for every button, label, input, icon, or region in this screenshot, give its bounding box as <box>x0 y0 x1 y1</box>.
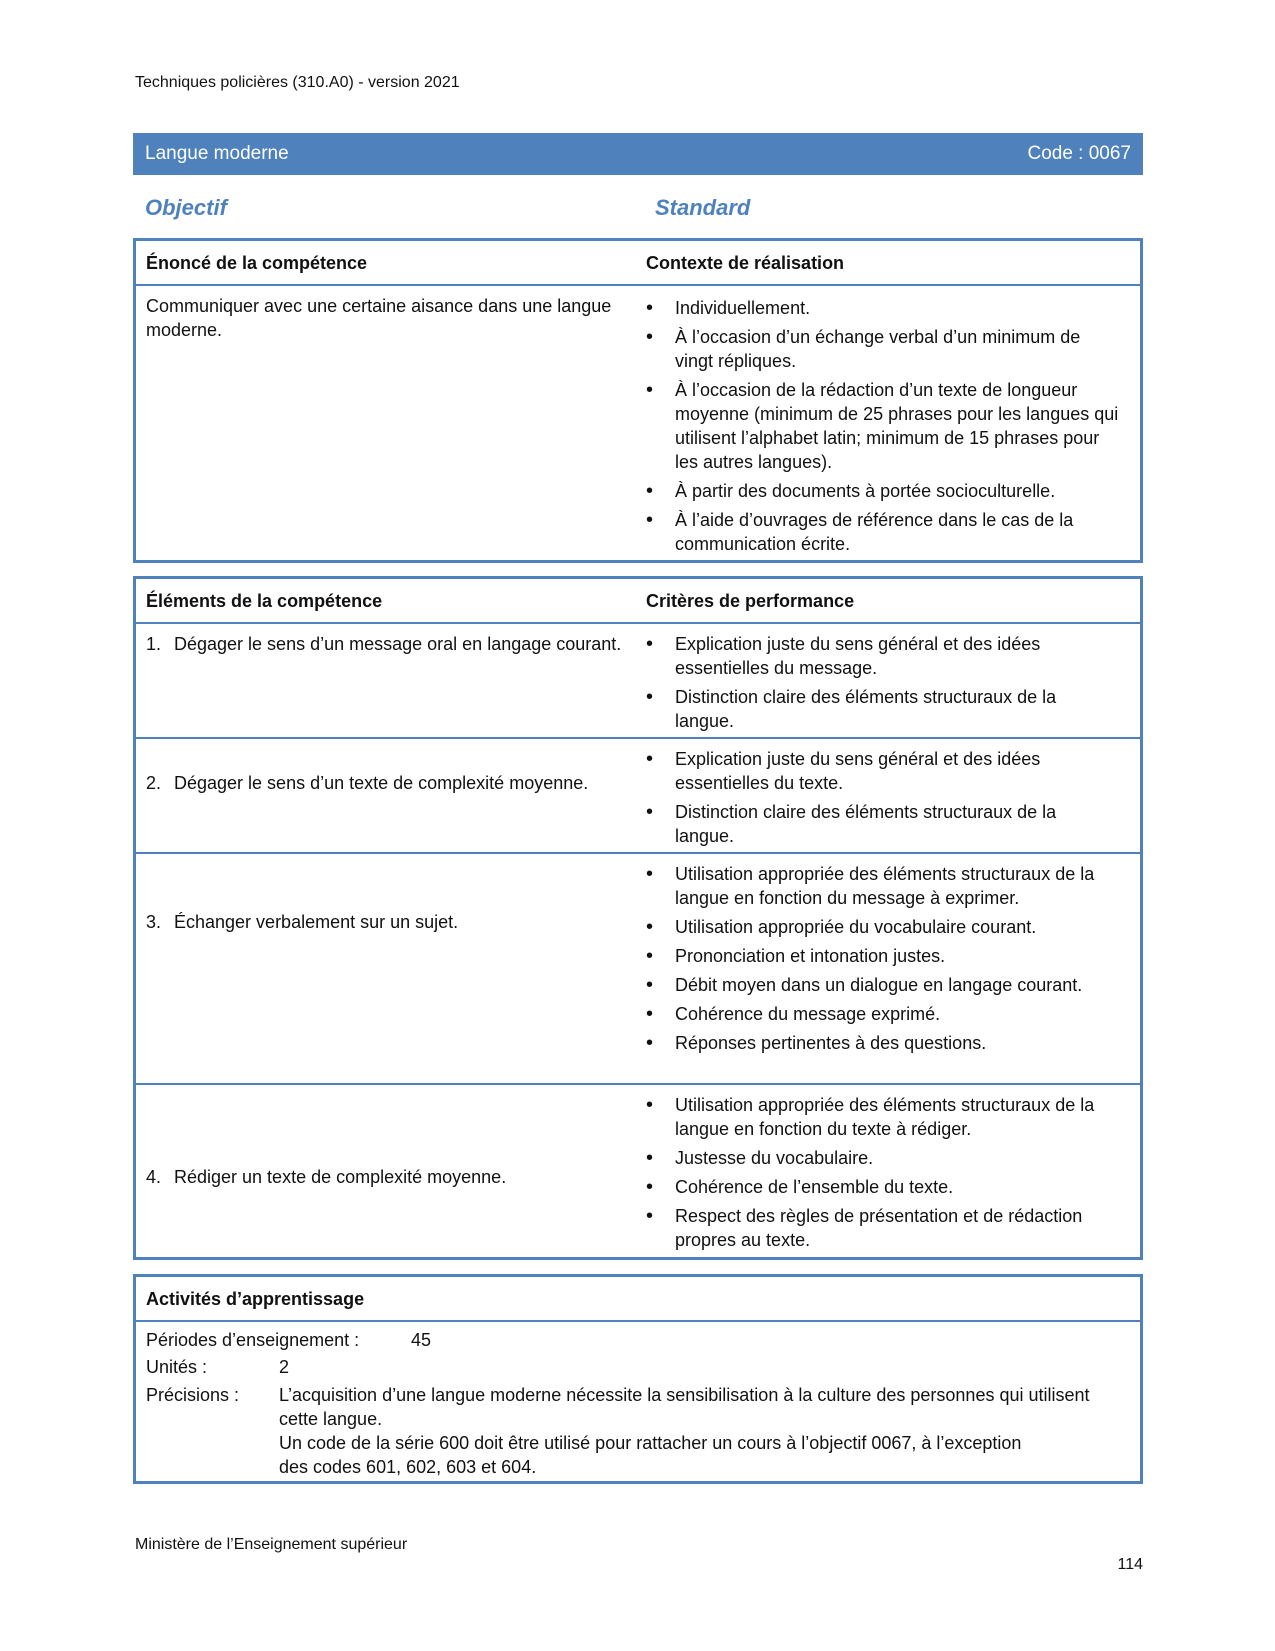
element-number: 1. <box>146 634 162 654</box>
element-number: 2. <box>146 773 162 793</box>
element-text: Dégager le sens d’un texte de complexité moyenne. <box>174 773 589 793</box>
competence-statement: Communiquer avec une certaine aisance dans une langue moderne. <box>146 296 612 340</box>
list-item: • Cohérence du message exprimé. <box>646 1002 1116 1026</box>
banner-title: Langue moderne <box>145 143 289 164</box>
running-header: Techniques policières (310.A0) - version 2021 <box>135 74 460 91</box>
list-item: • Réponses pertinentes à des questions. <box>646 1031 1116 1055</box>
divider <box>136 1320 1140 1322</box>
divider <box>136 622 1140 624</box>
elements-heading: Éléments de la compétence <box>146 591 383 611</box>
standard-title: Standard <box>655 195 751 220</box>
activites-table <box>133 1274 1143 1484</box>
unites-label: Unités : <box>146 1357 208 1377</box>
activites-heading: Activités d’apprentissage <box>146 1289 365 1309</box>
precisions-text-1: L’acquisition d’une langue moderne nécessite la sensibilisation à la culture des personnes qui utilisent cette langue. <box>279 1385 1090 1429</box>
element-number: 4. <box>146 1167 162 1187</box>
criteres-list <box>646 1093 1116 1257</box>
divider <box>136 284 1140 286</box>
list-item: • Explication juste du sens général et des idées essentielles du message. <box>646 632 1116 680</box>
divider <box>136 852 1140 854</box>
element-row-3 <box>146 910 644 934</box>
element-text: Rédiger un texte de complexité moyenne. <box>174 1167 507 1187</box>
list-item: • Prononciation et intonation justes. <box>646 944 1116 968</box>
list-item: • Distinction claire des éléments structuraux de la langue. <box>646 800 1116 848</box>
element-text: Échanger verbalement sur un sujet. <box>174 912 459 932</box>
objectif-title: Objectif <box>145 195 227 220</box>
periodes-value: 45 <box>411 1330 432 1350</box>
divider <box>136 1083 1140 1085</box>
contexte-heading: Contexte de réalisation <box>646 253 845 273</box>
title-banner <box>133 133 1143 175</box>
criteres-list <box>646 632 1116 738</box>
list-item: • Explication juste du sens général et des idées essentielles du texte. <box>646 747 1116 795</box>
periodes-label: Périodes d’enseignement : <box>146 1330 360 1350</box>
footer-ministry: Ministère de l’Enseignement supérieur <box>135 1536 408 1553</box>
criteres-list <box>646 862 1116 1060</box>
list-item: • Débit moyen dans un dialogue en langage courant. <box>646 973 1116 997</box>
precisions-text-2: Un code de la série 600 doit être utilisé pour rattacher un cours à l’objectif 0067, à l’exception des codes 601, 602, 603 et 604. <box>279 1433 1022 1477</box>
element-row-1 <box>146 632 644 656</box>
contexte-list <box>646 296 1121 561</box>
list-item: • Utilisation appropriée des éléments structuraux de la langue en fonction du texte à rédiger. <box>646 1093 1116 1141</box>
list-item: • Utilisation appropriée des éléments structuraux de la langue en fonction du message à exprimer. <box>646 862 1116 910</box>
list-item: • Justesse du vocabulaire. <box>646 1146 1116 1170</box>
list-item: • Individuellement. <box>646 296 1121 320</box>
page-number: 114 <box>1117 1556 1143 1573</box>
enonce-heading: Énoncé de la compétence <box>146 253 368 273</box>
precisions-label: Précisions : <box>146 1385 240 1405</box>
list-item: • À l’aide d’ouvrages de référence dans le cas de la communication écrite. <box>646 508 1121 556</box>
enonce-table <box>133 238 1143 563</box>
divider <box>136 737 1140 739</box>
list-item: • Distinction claire des éléments structuraux de la langue. <box>646 685 1116 733</box>
list-item: • À l’occasion de la rédaction d’un texte de longueur moyenne (minimum de 25 phrases pour les langues qui utilisent l’alphabet latin; minimum de 15 phrases pour les autres langues). <box>646 378 1121 474</box>
list-item: • Respect des règles de présentation et de rédaction propres au texte. <box>646 1204 1116 1252</box>
element-row-2 <box>146 771 644 795</box>
list-item: • À l’occasion d’un échange verbal d’un minimum de vingt répliques. <box>646 325 1121 373</box>
unites-value: 2 <box>279 1357 290 1377</box>
list-item: • Utilisation appropriée du vocabulaire courant. <box>646 915 1116 939</box>
element-text: Dégager le sens d’un message oral en langage courant. <box>174 634 622 654</box>
criteres-heading: Critères de performance <box>646 591 855 611</box>
element-row-4 <box>146 1165 644 1189</box>
element-number: 3. <box>146 912 162 932</box>
criteres-list <box>646 747 1116 853</box>
list-item: • À partir des documents à portée socioculturelle. <box>646 479 1121 503</box>
elements-table <box>133 576 1143 1260</box>
banner-code: Code : 0067 <box>1027 143 1131 164</box>
list-item: • Cohérence de l’ensemble du texte. <box>646 1175 1116 1199</box>
